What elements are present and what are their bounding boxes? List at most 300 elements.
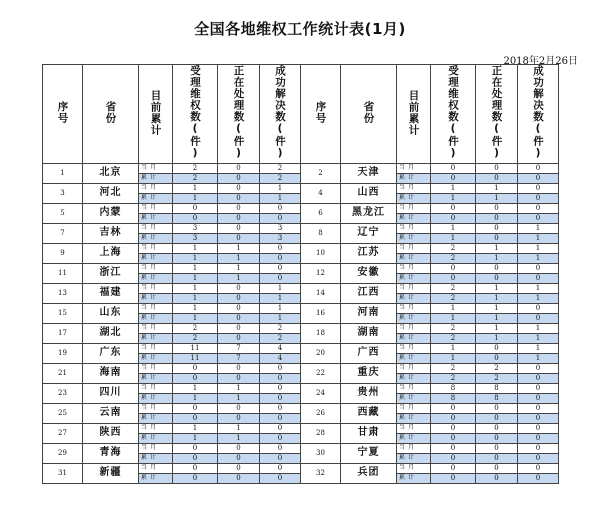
accepted-count: 1 [173,293,218,303]
cumulative-label: 累计 [397,313,431,323]
accepted-count: 3 [173,223,218,233]
processing-count: 1 [476,243,518,253]
cumulative-label: 累计 [139,173,173,183]
row-seq: 25 [43,403,83,423]
cumulative-label: 累计 [139,333,173,343]
row-seq: 23 [43,383,83,403]
accepted-count: 2 [431,333,476,343]
processing-count: 1 [476,333,518,343]
cumulative-label: 累计 [139,373,173,383]
cumulative-label: 累计 [139,433,173,443]
accepted-count: 1 [173,393,218,403]
cumulative-label: 累计 [397,233,431,243]
processing-count: 1 [218,383,260,393]
month-label: 当月 [397,403,431,413]
header-resolved-left: 成功解决数(件) [260,65,301,164]
processing-count: 0 [218,193,260,203]
table-row [43,163,559,173]
accepted-count: 0 [431,453,476,463]
row-seq: 22 [301,363,341,383]
processing-count: 1 [476,303,518,313]
accepted-count: 0 [431,473,476,483]
resolved-count: 1 [260,193,301,203]
header-seq-right: 序号 [301,65,341,164]
processing-count: 0 [476,423,518,433]
resolved-count: 2 [260,333,301,343]
month-label: 当月 [397,303,431,313]
accepted-count: 1 [173,383,218,393]
month-label: 当月 [397,363,431,373]
month-label: 当月 [139,463,173,473]
resolved-count: 0 [260,243,301,253]
table-row [43,183,559,193]
row-seq: 24 [301,383,341,403]
table-row [43,223,559,233]
row-seq: 27 [43,423,83,443]
row-seq: 2 [301,163,341,183]
processing-count: 0 [218,303,260,313]
processing-count: 1 [476,183,518,193]
row-seq: 19 [43,343,83,363]
processing-count: 8 [476,393,518,403]
row-seq: 21 [43,363,83,383]
resolved-count: 2 [260,173,301,183]
province-name: 贵州 [341,383,397,403]
resolved-count: 4 [260,353,301,363]
accepted-count: 0 [173,473,218,483]
processing-count: 0 [218,183,260,193]
month-label: 当月 [139,203,173,213]
processing-count: 0 [476,433,518,443]
accepted-count: 2 [173,163,218,173]
resolved-count: 0 [518,193,559,203]
province-name: 河南 [341,303,397,323]
province-name: 重庆 [341,363,397,383]
processing-count: 0 [218,213,260,223]
processing-count: 0 [476,343,518,353]
processing-count: 0 [218,333,260,343]
month-label: 当月 [139,343,173,353]
accepted-count: 1 [173,263,218,273]
month-label: 当月 [139,243,173,253]
resolved-count: 0 [518,373,559,383]
header-resolved-right: 成功解决数(件) [518,65,559,164]
resolved-count: 0 [260,363,301,373]
resolved-count: 1 [518,283,559,293]
processing-count: 0 [218,463,260,473]
province-name: 四川 [83,383,139,403]
cumulative-label: 累计 [397,213,431,223]
month-label: 当月 [397,423,431,433]
row-seq: 12 [301,263,341,283]
cumulative-label: 累计 [397,253,431,263]
province-name: 黑龙江 [341,203,397,223]
row-seq: 20 [301,343,341,363]
row-seq: 3 [43,183,83,203]
resolved-count: 2 [260,323,301,333]
province-name: 天津 [341,163,397,183]
accepted-count: 0 [173,203,218,213]
resolved-count: 0 [260,383,301,393]
resolved-count: 0 [260,413,301,423]
table-row [43,443,559,453]
processing-count: 1 [218,273,260,283]
month-label: 当月 [397,343,431,353]
processing-count: 1 [476,283,518,293]
row-seq: 32 [301,463,341,483]
accepted-count: 0 [431,433,476,443]
month-label: 当月 [139,263,173,273]
province-name: 吉林 [83,223,139,243]
processing-count: 0 [218,453,260,463]
resolved-count: 0 [260,463,301,473]
month-label: 当月 [397,463,431,473]
resolved-count: 0 [260,253,301,263]
processing-count: 0 [476,473,518,483]
processing-count: 0 [218,443,260,453]
month-label: 当月 [397,163,431,173]
province-name: 海南 [83,363,139,383]
month-label: 当月 [139,443,173,453]
accepted-count: 1 [173,423,218,433]
processing-count: 7 [218,343,260,353]
month-label: 当月 [139,223,173,233]
resolved-count: 1 [518,243,559,253]
accepted-count: 2 [431,293,476,303]
accepted-count: 0 [431,423,476,433]
cumulative-label: 累计 [397,393,431,403]
province-name: 福建 [83,283,139,303]
report-date: 2018年2月26日 [503,56,578,67]
accepted-count: 0 [431,443,476,453]
resolved-count: 4 [260,343,301,353]
accepted-count: 2 [173,333,218,343]
resolved-count: 0 [518,183,559,193]
month-label: 当月 [397,443,431,453]
row-seq: 6 [301,203,341,223]
province-name: 青海 [83,443,139,463]
province-name: 宁夏 [341,443,397,463]
processing-count: 0 [218,163,260,173]
province-name: 甘肃 [341,423,397,443]
cumulative-label: 累计 [397,333,431,343]
province-name: 浙江 [83,263,139,283]
row-seq: 18 [301,323,341,343]
resolved-count: 0 [260,403,301,413]
row-seq: 16 [301,303,341,323]
accepted-count: 1 [173,253,218,263]
accepted-count: 2 [431,323,476,333]
province-name: 陕西 [83,423,139,443]
processing-count: 0 [476,213,518,223]
month-label: 当月 [397,323,431,333]
processing-count: 0 [218,293,260,303]
cumulative-label: 累计 [397,433,431,443]
accepted-count: 11 [173,353,218,363]
resolved-count: 0 [518,413,559,423]
resolved-count: 1 [518,353,559,363]
processing-count: 1 [218,253,260,263]
resolved-count: 0 [518,423,559,433]
processing-count: 1 [218,243,260,253]
accepted-count: 0 [173,363,218,373]
accepted-count: 1 [431,223,476,233]
cumulative-label: 累计 [139,233,173,243]
cumulative-label: 累计 [139,193,173,203]
cumulative-label: 累计 [397,273,431,283]
resolved-count: 0 [260,453,301,463]
resolved-count: 0 [260,473,301,483]
processing-count: 0 [476,463,518,473]
processing-count: 1 [476,293,518,303]
resolved-count: 1 [518,233,559,243]
province-name: 安徽 [341,263,397,283]
resolved-count: 0 [260,213,301,223]
resolved-count: 0 [518,213,559,223]
resolved-count: 0 [518,453,559,463]
processing-count: 0 [218,413,260,423]
header-processing-left: 正在处理数(件) [218,65,260,164]
accepted-count: 1 [431,343,476,353]
processing-count: 0 [218,473,260,483]
accepted-count: 1 [431,313,476,323]
row-seq: 1 [43,163,83,183]
header-accepted-left: 受理维权数(件) [173,65,218,164]
accepted-count: 2 [173,173,218,183]
accepted-count: 1 [431,193,476,203]
row-seq: 26 [301,403,341,423]
province-name: 湖北 [83,323,139,343]
month-label: 当月 [139,323,173,333]
header-cumulative-right: 目前累计 [397,65,431,164]
processing-count: 0 [218,313,260,323]
table-row [43,463,559,473]
row-seq: 31 [43,463,83,483]
resolved-count: 0 [518,433,559,443]
resolved-count: 0 [518,273,559,283]
province-name: 江西 [341,283,397,303]
page-title: 全国各地维权工作统计表(1月) [194,20,406,38]
month-label: 当月 [139,363,173,373]
resolved-count: 1 [260,183,301,193]
resolved-count: 0 [518,203,559,213]
table-row [43,423,559,433]
processing-count: 2 [476,373,518,383]
header-province-right: 省份 [341,65,397,164]
month-label: 当月 [397,383,431,393]
resolved-count: 1 [260,303,301,313]
resolved-count: 0 [260,443,301,453]
province-name: 北京 [83,163,139,183]
resolved-count: 0 [518,363,559,373]
row-seq: 15 [43,303,83,323]
table-row [43,383,559,393]
resolved-count: 3 [260,233,301,243]
accepted-count: 2 [431,283,476,293]
resolved-count: 0 [260,203,301,213]
accepted-count: 0 [173,453,218,463]
cumulative-label: 累计 [397,353,431,363]
processing-count: 2 [476,363,518,373]
resolved-count: 0 [518,173,559,183]
cumulative-label: 累计 [139,213,173,223]
accepted-count: 11 [173,343,218,353]
row-seq: 5 [43,203,83,223]
accepted-count: 1 [173,433,218,443]
resolved-count: 3 [260,223,301,233]
accepted-count: 0 [431,163,476,173]
accepted-count: 0 [431,173,476,183]
month-label: 当月 [139,423,173,433]
province-name: 辽宁 [341,223,397,243]
province-name: 兵团 [341,463,397,483]
header-cumulative-left: 目前累计 [139,65,173,164]
cumulative-label: 累计 [397,453,431,463]
accepted-count: 0 [173,373,218,383]
row-seq: 28 [301,423,341,443]
processing-count: 0 [476,443,518,453]
accepted-count: 2 [431,243,476,253]
processing-count: 0 [476,353,518,363]
accepted-count: 1 [173,193,218,203]
accepted-count: 0 [173,463,218,473]
cumulative-label: 累计 [139,453,173,463]
table-row [43,283,559,293]
processing-count: 0 [218,363,260,373]
province-name: 河北 [83,183,139,203]
resolved-count: 1 [260,283,301,293]
accepted-count: 1 [173,243,218,253]
province-name: 山东 [83,303,139,323]
resolved-count: 2 [260,163,301,173]
month-label: 当月 [139,283,173,293]
cumulative-label: 累计 [397,373,431,383]
cumulative-label: 累计 [139,293,173,303]
row-seq: 9 [43,243,83,263]
resolved-count: 0 [518,473,559,483]
row-seq: 8 [301,223,341,243]
processing-count: 0 [476,273,518,283]
month-label: 当月 [397,283,431,293]
processing-count: 0 [476,163,518,173]
row-seq: 7 [43,223,83,243]
cumulative-label: 累计 [139,413,173,423]
row-seq: 4 [301,183,341,203]
header-seq-left: 序号 [43,65,83,164]
province-name: 上海 [83,243,139,263]
cumulative-label: 累计 [139,273,173,283]
resolved-count: 0 [518,403,559,413]
resolved-count: 1 [518,343,559,353]
accepted-count: 2 [431,253,476,263]
accepted-count: 0 [173,443,218,453]
month-label: 当月 [139,403,173,413]
resolved-count: 0 [260,393,301,403]
row-seq: 10 [301,243,341,263]
processing-count: 0 [476,233,518,243]
table-row [43,363,559,373]
province-name: 广东 [83,343,139,363]
month-label: 当月 [139,183,173,193]
resolved-count: 0 [518,393,559,403]
cumulative-label: 累计 [397,413,431,423]
accepted-count: 0 [431,273,476,283]
resolved-count: 0 [518,443,559,453]
accepted-count: 1 [173,313,218,323]
accepted-count: 8 [431,383,476,393]
accepted-count: 2 [431,373,476,383]
processing-count: 0 [218,233,260,243]
accepted-count: 1 [431,233,476,243]
province-name: 广西 [341,343,397,363]
accepted-count: 1 [173,183,218,193]
row-seq: 14 [301,283,341,303]
month-label: 当月 [397,183,431,193]
province-name: 江苏 [341,243,397,263]
resolved-count: 0 [260,273,301,283]
processing-count: 1 [218,423,260,433]
resolved-count: 1 [518,223,559,233]
resolved-count: 1 [260,293,301,303]
table-row [43,243,559,253]
resolved-count: 0 [518,463,559,473]
cumulative-label: 累计 [139,393,173,403]
resolved-count: 0 [260,373,301,383]
resolved-count: 0 [518,313,559,323]
cumulative-label: 累计 [139,473,173,483]
accepted-count: 0 [431,213,476,223]
accepted-count: 0 [431,263,476,273]
processing-count: 1 [218,263,260,273]
month-label: 当月 [139,303,173,313]
resolved-count: 1 [518,293,559,303]
table-row [43,343,559,353]
province-name: 内蒙 [83,203,139,223]
cumulative-label: 累计 [397,293,431,303]
resolved-count: 0 [518,303,559,313]
row-seq: 13 [43,283,83,303]
table-row [43,303,559,313]
resolved-count: 0 [260,423,301,433]
header-accepted-right: 受理维权数(件) [431,65,476,164]
processing-count: 0 [218,203,260,213]
processing-count: 7 [218,353,260,363]
processing-count: 1 [476,313,518,323]
accepted-count: 2 [173,323,218,333]
accepted-count: 1 [173,303,218,313]
province-name: 新疆 [83,463,139,483]
month-label: 当月 [139,163,173,173]
table-row [43,403,559,413]
month-label: 当月 [397,263,431,273]
header-row [43,65,559,164]
processing-count: 1 [476,193,518,203]
processing-count: 1 [476,323,518,333]
accepted-count: 1 [431,183,476,193]
processing-count: 0 [476,453,518,463]
month-label: 当月 [397,203,431,213]
accepted-count: 0 [431,413,476,423]
resolved-count: 0 [518,263,559,273]
accepted-count: 2 [431,363,476,373]
resolved-count: 0 [260,433,301,443]
processing-count: 1 [218,433,260,443]
processing-count: 0 [476,173,518,183]
table-row [43,203,559,213]
resolved-count: 1 [260,313,301,323]
province-name: 湖南 [341,323,397,343]
cumulative-label: 累计 [139,253,173,263]
